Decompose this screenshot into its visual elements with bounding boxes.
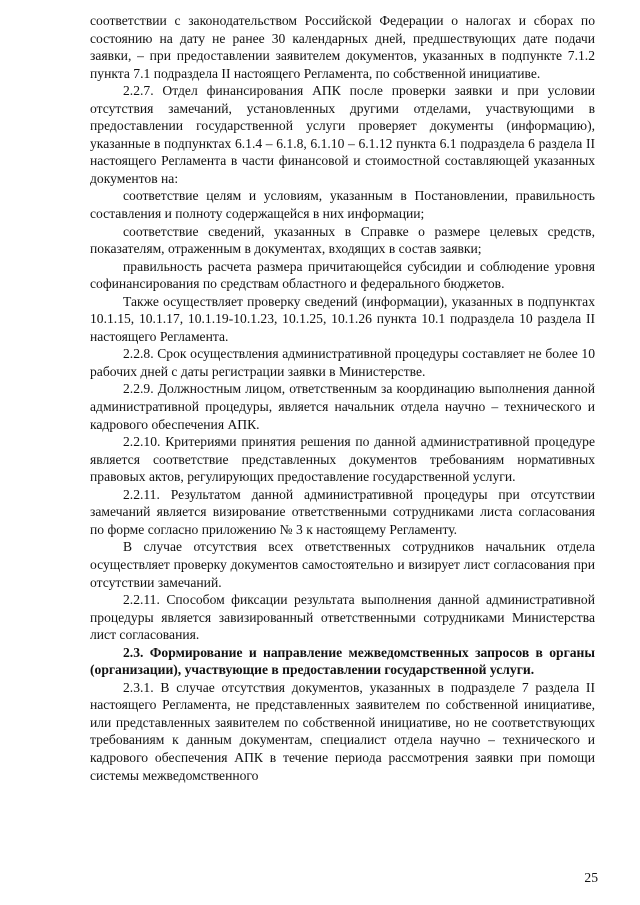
paragraph-2-3-1: 2.3.1. В случае отсутствия документов, указанных в подразделе 7 раздела II настоящего Регламента, не представленных заявителем по собственной инициативе, или представленных заявителем по собственной инициативе, но не соответствующих требованиям к данным документам, специалист отдела научно – технического и кадрового обеспечения АПК в течение периода рассмотрения заявки при помощи системы межведомственного — [90, 679, 595, 783]
paragraph-2-2-10: 2.2.10. Критериями принятия решения по данной административной процедуре является соответствие представленных документов требованиям нормативных правовых актов, регулирующих предоставление государственной услуги. — [90, 434, 595, 485]
paragraph-2-2-7: 2.2.7. Отдел финансирования АПК после проверки заявки и при условии отсутствия замечаний, установленных другими отделами, участвующими в предоставлении государственной услуги проверяет документы (информацию), указанные в подпунктах 6.1.4 – 6.1.8, 6.1.10 – 6.1.12 пункта 6.1 подраздела 6 раздела II настоящего Регламента в части финансовой и стоимостной составляющей указанных документов на: — [90, 83, 595, 186]
paragraph-2-2-8: 2.2.8. Срок осуществления административной процедуры составляет не более 10 рабочих дней с даты регистрации заявки в Министерстве. — [90, 346, 595, 379]
section-heading-2-3: 2.3. Формирование и направление межведомственных запросов в органы (организации), участвующие в предоставлении государственной услуги. — [90, 644, 595, 678]
paragraph-continuation: соответствии с законодательством Российской Федерации о налогах и сборах по состоянию на дату не ранее 30 календарных дней, предшествующих дате подачи заявки, – при предоставлении заявителем документов, указанных в подпункте 7.1.2 пункта 7.1 подраздела II настоящего Регламента, по собственной инициативе. — [90, 13, 595, 81]
paragraph-check-goals: соответствие целям и условиям, указанным в Постановлении, правильность составления и полноту содержащейся в них информации; — [90, 188, 595, 222]
paragraph-also-checks: Также осуществляет проверку сведений (информации), указанных в подпунктах 10.1.15, 10.1.17, 10.1.19-10.1.23, 10.1.25, 10.1.26 пункта 10.1 подраздела 10 раздела II настоящего Регламента. — [90, 293, 595, 344]
paragraph-2-2-9: 2.2.9. Должностным лицом, ответственным за координацию выполнения данной административной процедуры, является начальник отдела научно – технического и кадрового обеспечения АПК. — [90, 381, 595, 432]
paragraph-check-calculation: правильность расчета размера причитающейся субсидии и соблюдение уровня софинансирования по средствам областного и федерального бюджетов. — [90, 258, 595, 292]
paragraph-2-2-11-result: 2.2.11. Результатом данной административной процедуры при отсутствии замечаний является визирование ответственными сотрудниками листа согласования по форме согласно приложению № 3 к настоящему Регламенту. — [90, 486, 595, 537]
paragraph-2-2-11-fixation: 2.2.11. Способом фиксации результата выполнения данной административной процедуры является завизированный ответственными сотрудниками Министерства лист согласования. — [90, 592, 595, 643]
page-number: 25 — [584, 870, 598, 885]
paragraph-check-info: соответствие сведений, указанных в Справке о размере целевых средств, показателям, отраженным в документах, входящих в состав заявки; — [90, 223, 595, 257]
document-body — [90, 12, 595, 784]
paragraph-absence-case: В случае отсутствия всех ответственных сотрудников начальник отдела осуществляет проверку документов самостоятельно и визирует лист согласования при отсутствии замечаний. — [90, 539, 595, 590]
